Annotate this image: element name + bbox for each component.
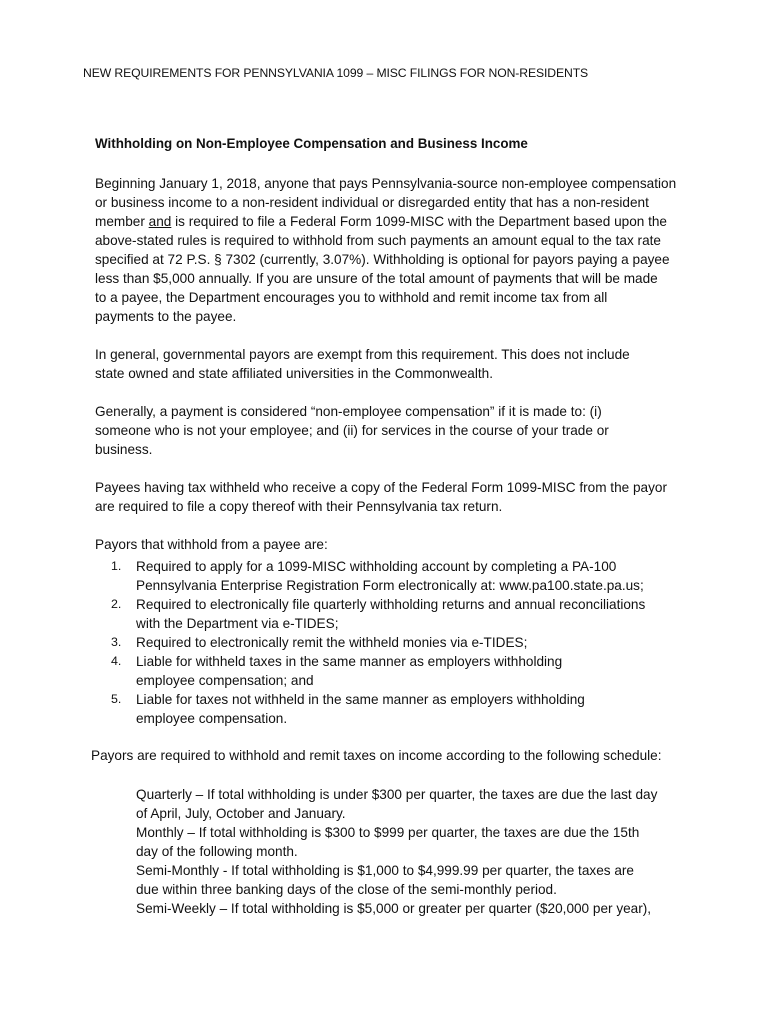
schedule-intro: Payors are required to withhold and remit taxes on income according to the following schedule: [91, 748, 662, 763]
text-line: Generally, a payment is considered “non-employee compensation” if it is made to: (i) [95, 404, 602, 419]
list-number: 3. [111, 635, 122, 649]
text-line: payments to the payee. [95, 309, 237, 324]
text-span: is required to file a Federal Form 1099-MISC with the Department based upon the [171, 214, 667, 229]
list-number: 1. [111, 559, 122, 573]
text-line: business. [95, 442, 153, 457]
paragraph-non-employee-compensation [95, 402, 695, 459]
text-line: Liable for taxes not withheld in the same manner as employers withholding [136, 692, 585, 707]
schedule-line: Quarterly – If total withholding is under $300 per quarter, the taxes are due the last day [136, 787, 658, 802]
text-line: employee compensation; and [136, 673, 314, 688]
text-line [95, 212, 695, 231]
list-intro: Payors that withhold from a payee are: [95, 537, 328, 552]
list-item [95, 633, 645, 652]
paragraph-governmental-payors [95, 345, 695, 383]
list-item [95, 652, 645, 690]
section-heading: Withholding on Non-Employee Compensation and Business Income [95, 136, 528, 151]
list-number: 4. [111, 654, 122, 668]
text-line: with the Department via e-TIDES; [136, 616, 339, 631]
text-line: less than $5,000 annually. If you are unsure of the total amount of payments that will be made [95, 271, 658, 286]
withholding-schedule [136, 785, 657, 918]
document-title: NEW REQUIREMENTS FOR PENNSYLVANIA 1099 – MISC FILINGS FOR NON-RESIDENTS [83, 66, 589, 80]
text-line: In general, governmental payors are exempt from this requirement. This does not include [95, 347, 630, 362]
text-line: are required to file a copy thereof with their Pennsylvania tax return. [95, 499, 503, 514]
schedule-line: day of the following month. [136, 844, 298, 859]
text-line: Pennsylvania Enterprise Registration Form electronically at: www.pa100.state.pa.us; [136, 578, 644, 593]
list-item [95, 595, 645, 633]
text-line: to a payee, the Department encourages you to withhold and remit income tax from all [95, 290, 608, 305]
text-line: above-stated rules is required to withhold from such payments an amount equal to the tax rate [95, 233, 661, 248]
list-number: 2. [111, 597, 122, 611]
underlined-word: and [148, 214, 172, 229]
schedule-line: Semi-Weekly – If total withholding is $5,000 or greater per quarter ($20,000 per year), [136, 901, 652, 916]
list-item [95, 690, 645, 728]
text-line: someone who is not your employee; and (ii) for services in the course of your trade or [95, 423, 609, 438]
schedule-line: Semi-Monthly - If total withholding is $1,000 to $4,999.99 per quarter, the taxes are [136, 863, 634, 878]
paragraph-withholding-rules [95, 174, 695, 326]
payor-requirements-list [95, 557, 645, 728]
text-line: Required to electronically file quarterly withholding returns and annual reconciliations [136, 597, 646, 612]
text-line: Beginning January 1, 2018, anyone that pays Pennsylvania-source non-employee compensation [95, 176, 677, 191]
text-line: specified at 72 P.S. § 7302 (currently, 3.07%). Withholding is optional for payors paying a payee [95, 252, 670, 267]
text-line: Liable for withheld taxes in the same manner as employers withholding [136, 654, 563, 669]
schedule-line: of April, July, October and January. [136, 806, 346, 821]
text-line: Payees having tax withheld who receive a copy of the Federal Form 1099-MISC from the payor [95, 480, 667, 495]
schedule-line: Monthly – If total withholding is $300 to $999 per quarter, the taxes are due the 15th [136, 825, 640, 840]
list-item [95, 557, 645, 595]
paragraph-payees [95, 478, 695, 516]
text-span: member [95, 214, 149, 229]
text-line: Required to electronically remit the withheld monies via e-TIDES; [136, 635, 528, 650]
schedule-line: due within three banking days of the close of the semi-monthly period. [136, 882, 557, 897]
text-line: state owned and state affiliated universities in the Commonwealth. [95, 366, 493, 381]
text-line: employee compensation. [136, 711, 288, 726]
text-line: or business income to a non-resident individual or disregarded entity that has a non-resident [95, 195, 649, 210]
text-line: Required to apply for a 1099-MISC withholding account by completing a PA-100 [136, 559, 617, 574]
list-number: 5. [111, 692, 122, 706]
